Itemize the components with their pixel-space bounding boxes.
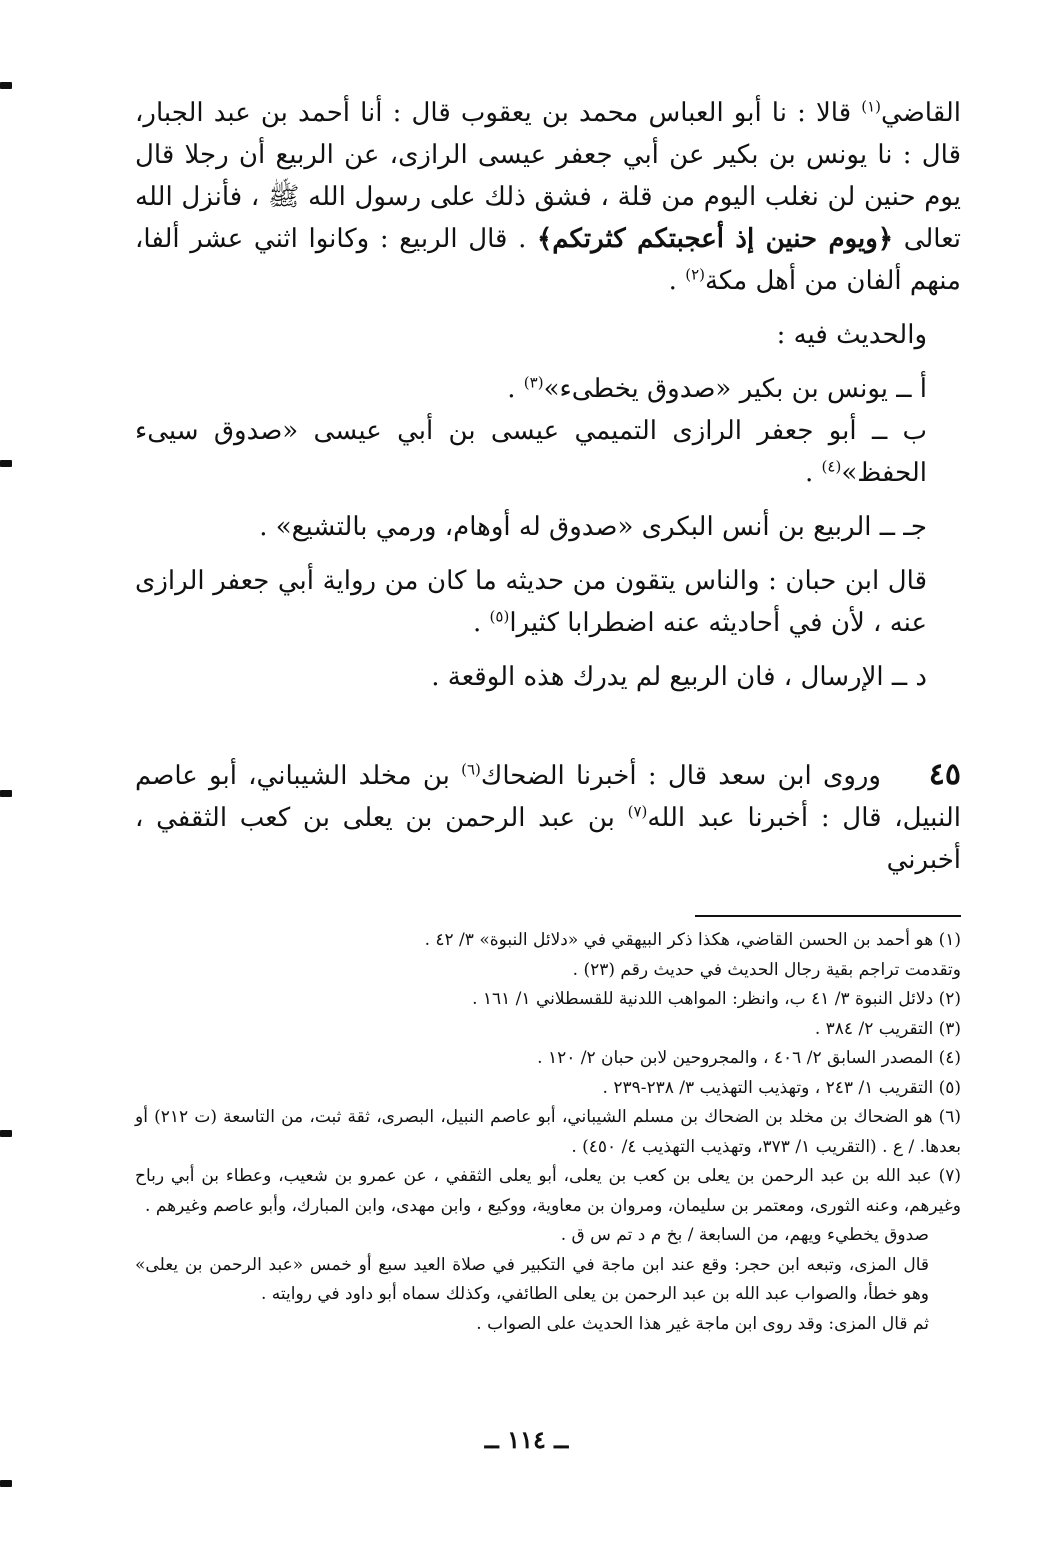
scan-edge-mark	[0, 82, 12, 89]
footnote-ref[interactable]: (١)	[861, 97, 882, 116]
footnote-ref[interactable]: (٧)	[627, 802, 648, 821]
text-span: بن عبد الرحمن بن يعلى بن كعب الثقفي ، أخبرني	[135, 803, 961, 875]
footnote-ref[interactable]: (٥)	[489, 607, 510, 626]
narrator-item-b	[135, 410, 961, 494]
footnote: ثم قال المزى: وقد روى ابن ماجة غير هذا الحديث على الصواب .	[476, 1313, 929, 1334]
scan-edge-mark	[0, 1130, 12, 1137]
scan-edge-mark	[0, 460, 12, 467]
footnote-ref[interactable]: (٤)	[821, 457, 842, 476]
text-span: قالا : نا أبو العباس محمد بن يعقوب قال : أنا أحمد بن عبد الجبار، قال : نا يونس بن بكير عن أبي جعفر عيسى الرازى، عن الربيع أن رجلا قال يوم حنين لن نغلب اليوم من قلة ، فشق ذلك على رسول الله ﷺ ، فأنزل الله تعالى	[135, 98, 962, 254]
footnote-separator	[695, 915, 961, 917]
text-span: .	[473, 608, 490, 638]
footnotes	[135, 926, 961, 1339]
text-span: .	[507, 374, 524, 404]
hadith-45	[135, 754, 961, 881]
scan-edge-mark	[0, 1480, 12, 1487]
narrator-item-a	[135, 368, 961, 410]
page-number: ــ ١١٤ ــ	[484, 1425, 569, 1454]
footnote: (١) هو أحمد بن الحسن القاضي، هكذا ذكر البيهقي في «دلائل النبوة» ٣/ ٤٢ .	[424, 930, 961, 950]
text-span: . قال الربيع : وكانوا اثني عشر ألفا، منهم ألفان من أهل مكة	[135, 224, 961, 296]
paragraph-1	[135, 92, 961, 302]
text-span: قال ابن حبان : والناس يتقون من حديثه ما كان من رواية أبي جعفر الرازى عنه ، لأن في أحاديثه عنه اضطرابا كثيرا	[135, 566, 927, 638]
footnote: (٧) عبد الله بن عبد الرحمن بن يعلى بن كعب بن يعلى، أبو يعلى الثقفي ، عن عمرو بن شعيب، وعطاء بن أبي رباح وغيرهم، وعنه الثورى، ومعتمر بن سليمان، ومروان بن معاوية، ووكيع ، وابن مهدى، وابن المبارك، وأبو عاصم وغيرهم .	[135, 1166, 961, 1216]
scan-edge-mark	[0, 790, 12, 797]
footnote: قال المزى، وتبعه ابن حجر: وقع عند ابن ماجة في التكبير في صلاة العيد سبع أو خمس «عبد الرحمن بن يعلى» وهو خطأ، والصواب عبد الله بن عبد الرحمن بن يعلى الطائفي، وكذلك سماه أبو داود في روايته .	[135, 1254, 929, 1304]
footnote-ref[interactable]: (٦)	[461, 760, 481, 779]
main-text	[135, 92, 961, 881]
footnote: (٥) التقريب ١/ ٢٤٣ ، وتهذيب التهذيب ٣/ ٢٣٨-٢٣٩ .	[602, 1077, 961, 1098]
text-span: القاضي	[881, 98, 961, 128]
text-span: .	[668, 266, 686, 296]
footnote: (٦) هو الضحاك بن مخلد بن الضحاك بن مسلم الشيباني، أبو عاصم النبيل، البصرى، ثقة ثبت، من التاسعة (ت ٢١٢) أو بعدها. / ع . (التقريب ١/ ٣٧٣، وتهذيب التهذيب ٤/ ٤٥٠) .	[135, 1107, 962, 1157]
text-span: ب ــ أبو جعفر الرازى التميمي عيسى بن أبي عيسى «صدوق سيىء الحفظ»	[135, 416, 927, 488]
footnote: صدوق يخطيء ويهم، من السابعة / بخ م د تم س ق .	[560, 1225, 929, 1245]
footnote-ref[interactable]: (٢)	[685, 265, 705, 284]
quran-verse: ﴿ويوم حنين إذ أعجبتكم كثرتكم﴾	[536, 224, 894, 254]
text-span: .	[805, 458, 822, 488]
footnote: (٣) التقريب ٢/ ٣٨٤ .	[814, 1018, 961, 1039]
footnote: (٢) دلائل النبوة ٣/ ٤١ ب، وانظر: المواهب اللدنية للقسطلاني ١/ ١٦١ .	[472, 989, 961, 1009]
footnote: وتقدمت تراجم بقية رجال الحديث في حديث رقم (٢٣) .	[572, 959, 961, 980]
text-span: بن مخلد الشيباني، أبو عاصم النبيل، قال : أخبرنا عبد الله	[135, 761, 961, 833]
hadith-intro: والحديث فيه :	[776, 320, 927, 350]
narrator-item-d: د ــ الإرسال ، فان الربيع لم يدرك هذه الوقعة .	[431, 662, 927, 692]
text-span: وروى ابن سعد قال : أخبرنا الضحاك	[480, 761, 881, 791]
footnote-ref[interactable]: (٣)	[523, 373, 544, 392]
narrator-item-c: جـ ــ الربيع بن أنس البكرى «صدوق له أوهام، ورمي بالتشيع» .	[259, 512, 927, 542]
hadith-number: ٤٥	[928, 757, 961, 792]
footnote: (٤) المصدر السابق ٢/ ٤٠٦ ، والمجروحين لابن حبان ٢/ ١٢٠ .	[537, 1048, 961, 1068]
ibn-hibban-paragraph	[135, 560, 961, 644]
text-span: أ ــ يونس بن بكير «صدوق يخطىء»	[543, 374, 927, 404]
